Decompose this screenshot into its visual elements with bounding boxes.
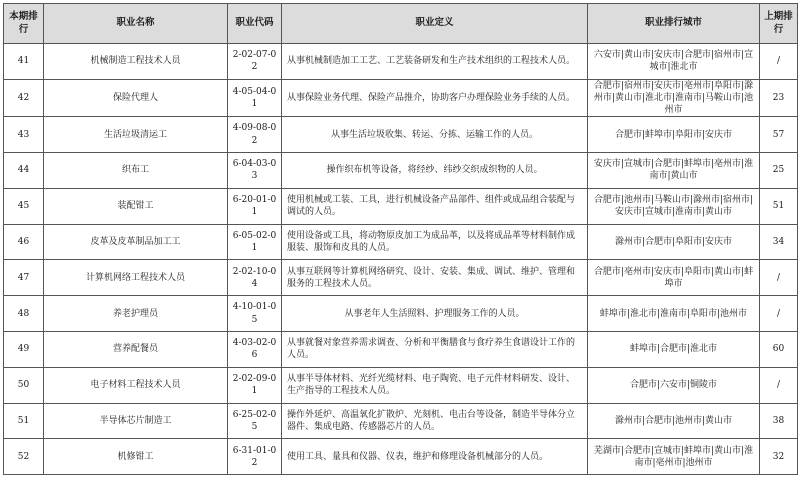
cell-occupation-code: 6-25-02-05 (228, 403, 282, 439)
header-occupation-definition: 职业定义 (282, 4, 588, 44)
cell-last-rank: 60 (760, 332, 798, 368)
cell-occupation-name: 织布工 (44, 153, 228, 189)
cell-occupation-name: 计算机网络工程技术人员 (44, 260, 228, 296)
cell-cities: 滁州市|合肥市|阜阳市|安庆市 (588, 224, 760, 260)
cell-occupation-name: 机械制造工程技术人员 (44, 44, 228, 80)
table-row (4, 260, 798, 296)
cell-occupation-code: 4-09-08-02 (228, 117, 282, 153)
cell-cities: 安庆市|宣城市|合肥市|蚌埠市|亳州市|淮南市|黄山市 (588, 153, 760, 189)
table-body (4, 44, 798, 475)
cell-rank: 50 (4, 367, 44, 403)
cell-occupation-name: 半导体芯片制造工 (44, 403, 228, 439)
cell-cities: 合肥市|池州市|马鞍山市|滁州市|宿州市|安庆市|宣城市|淮南市|黄山市 (588, 188, 760, 224)
cell-definition: 使用机械或工装、工具，进行机械设备产品部件、组件或成品组合装配与调试的人员。 (282, 188, 588, 224)
cell-occupation-code: 4-05-04-01 (228, 79, 282, 116)
cell-occupation-code: 2-02-09-01 (228, 367, 282, 403)
header-occupation-code: 职业代码 (228, 4, 282, 44)
table-row (4, 79, 798, 116)
cell-definition: 操作外延炉、高温氧化扩散炉、光刻机、电击台等设备，制造半导体分立器件、集成电路、传感器芯片的人员。 (282, 403, 588, 439)
cell-occupation-name: 机修钳工 (44, 439, 228, 475)
cell-occupation-name: 装配钳工 (44, 188, 228, 224)
cell-last-rank: 57 (760, 117, 798, 153)
cell-cities: 合肥市|宿州市|安庆市|亳州市|阜阳市|滁州市|黄山市|淮北市|淮南市|马鞍山市|池州市 (588, 79, 760, 116)
cell-cities: 滁州市|合肥市|池州市|黄山市 (588, 403, 760, 439)
cell-occupation-name: 保险代理人 (44, 79, 228, 116)
cell-definition: 使用工具、量具和仪器、仪表，维护和修理设备机械部分的人员。 (282, 439, 588, 475)
table-row (4, 367, 798, 403)
cell-rank: 45 (4, 188, 44, 224)
cell-cities: 合肥市|六安市|铜陵市 (588, 367, 760, 403)
cell-occupation-code: 2-02-10-04 (228, 260, 282, 296)
cell-occupation-code: 4-10-01-05 (228, 296, 282, 332)
cell-rank: 46 (4, 224, 44, 260)
cell-rank: 47 (4, 260, 44, 296)
cell-definition: 使用设备或工具，将动物原皮加工为成品革，以及将成品革等材料制作成服装、服饰和皮具的人员。 (282, 224, 588, 260)
cell-last-rank: 25 (760, 153, 798, 189)
cell-cities: 蚌埠市|合肥市|淮北市 (588, 332, 760, 368)
cell-last-rank: 51 (760, 188, 798, 224)
cell-occupation-name: 生活垃圾清运工 (44, 117, 228, 153)
table-row (4, 224, 798, 260)
cell-definition: 从事保险业务代理、保险产品推介，协助客户办理保险业务手续的人员。 (282, 79, 588, 116)
cell-rank: 43 (4, 117, 44, 153)
cell-occupation-name: 电子材料工程技术人员 (44, 367, 228, 403)
cell-occupation-name: 皮革及皮革制品加工工 (44, 224, 228, 260)
cell-rank: 52 (4, 439, 44, 475)
cell-rank: 41 (4, 44, 44, 80)
cell-last-rank: 38 (760, 403, 798, 439)
cell-occupation-code: 6-20-01-01 (228, 188, 282, 224)
cell-rank: 49 (4, 332, 44, 368)
cell-occupation-name: 养老护理员 (44, 296, 228, 332)
cell-last-rank: / (760, 296, 798, 332)
cell-definition: 操作织布机等设备，将经纱、纬纱交织成织物的人员。 (282, 153, 588, 189)
header-last-rank: 上期排行 (760, 4, 798, 44)
header-city-ranking: 职业排行城市 (588, 4, 760, 44)
cell-last-rank: 32 (760, 439, 798, 475)
table-row (4, 439, 798, 475)
header-occupation-name: 职业名称 (44, 4, 228, 44)
cell-occupation-code: 6-05-02-01 (228, 224, 282, 260)
cell-last-rank: 23 (760, 79, 798, 116)
table-header-row (4, 4, 798, 44)
cell-occupation-code: 6-31-01-02 (228, 439, 282, 475)
cell-definition: 从事生活垃圾收集、转运、分拣、运输工作的人员。 (282, 117, 588, 153)
cell-rank: 48 (4, 296, 44, 332)
cell-cities: 六安市|黄山市|安庆市|合肥市|宿州市|宣城市|淮北市 (588, 44, 760, 80)
cell-cities: 合肥市|亳州市|安庆市|阜阳市|黄山市|蚌埠市 (588, 260, 760, 296)
cell-occupation-code: 2-02-07-02 (228, 44, 282, 80)
cell-occupation-name: 营养配餐员 (44, 332, 228, 368)
table-row (4, 403, 798, 439)
cell-last-rank: / (760, 44, 798, 80)
cell-rank: 51 (4, 403, 44, 439)
cell-definition: 从事机械制造加工工艺、工艺装备研发和生产技术组织的工程技术人员。 (282, 44, 588, 80)
table-row (4, 44, 798, 80)
cell-rank: 42 (4, 79, 44, 116)
cell-definition: 从事就餐对象营养需求调查、分析和平衡膳食与食疗养生食谱设计工作的人员。 (282, 332, 588, 368)
cell-last-rank: / (760, 367, 798, 403)
cell-occupation-code: 4-03-02-06 (228, 332, 282, 368)
cell-definition: 从事老年人生活照料、护理服务工作的人员。 (282, 296, 588, 332)
table-row (4, 117, 798, 153)
header-period-rank: 本期排行 (4, 4, 44, 44)
occupation-ranking-table (3, 3, 798, 475)
cell-definition: 从事互联网等计算机网络研究、设计、安装、集成、调试、维护、管理和服务的工程技术人员。 (282, 260, 588, 296)
cell-occupation-code: 6-04-03-03 (228, 153, 282, 189)
cell-definition: 从事半导体材料、光纤光缆材料、电子陶瓷、电子元件材料研发、设计、生产指导的工程技术人员。 (282, 367, 588, 403)
table-row (4, 296, 798, 332)
cell-cities: 合肥市|蚌埠市|阜阳市|安庆市 (588, 117, 760, 153)
table-row (4, 153, 798, 189)
cell-last-rank: 34 (760, 224, 798, 260)
cell-cities: 芜湖市|合肥市|宣城市|蚌埠市|黄山市|淮南市|亳州市|池州市 (588, 439, 760, 475)
table-row (4, 332, 798, 368)
cell-cities: 蚌埠市|淮北市|淮南市|阜阳市|池州市 (588, 296, 760, 332)
cell-rank: 44 (4, 153, 44, 189)
table-row (4, 188, 798, 224)
cell-last-rank: / (760, 260, 798, 296)
